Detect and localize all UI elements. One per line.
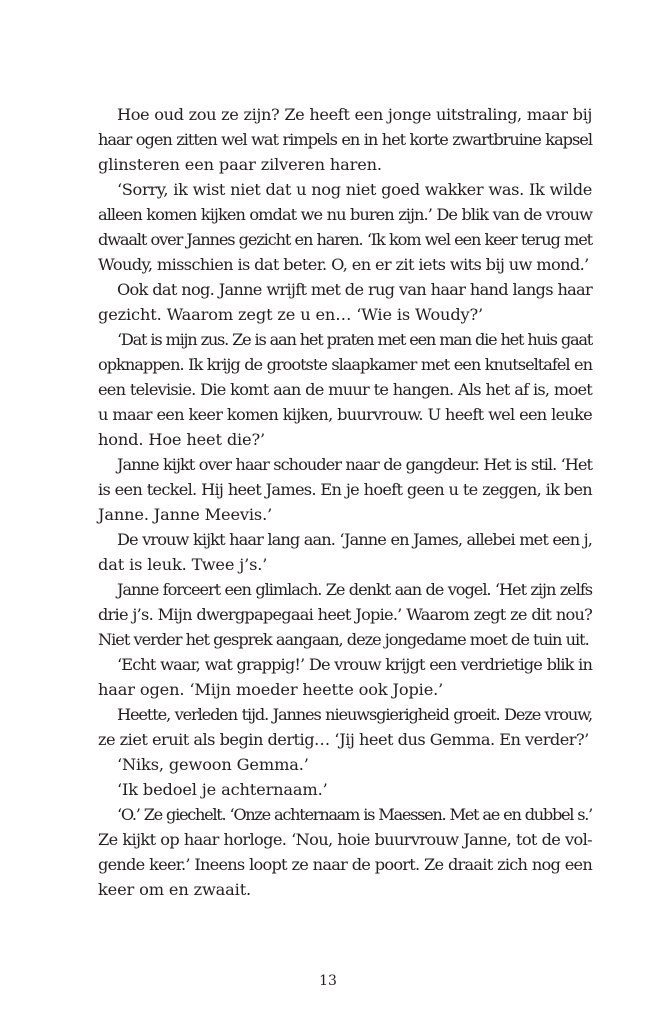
text-line: alleen komen kijken omdat we nu buren zijn.’ De blik van de vrouw bbox=[98, 205, 592, 224]
text-line: Heette, verleden tijd. Jannes nieuwsgierigheid groeit. Deze vrouw, bbox=[117, 705, 592, 724]
text-line: haar ogen. ‘Mijn moeder heette ook Jopie.’ bbox=[98, 680, 444, 699]
text-line: opknappen. Ik krijg de grootste slaapkamer met een knutseltafel en bbox=[98, 355, 592, 374]
text-line: Janne. Janne Meevis.’ bbox=[98, 505, 273, 524]
text-line: u maar een keer komen kijken, buurvrouw. U heeft wel een leuke bbox=[98, 405, 592, 424]
text-line: ‘Echt waar, wat grappig!’ De vrouw krijgt een verdrietige blik in bbox=[117, 655, 592, 674]
text-line: is een teckel. Hij heet James. En je hoeft geen u te zeggen, ik ben bbox=[98, 480, 592, 499]
text-line: ‘Sorry, ik wist niet dat u nog niet goed wakker was. Ik wilde bbox=[117, 180, 592, 199]
text-line: glinsteren een paar zilveren haren. bbox=[98, 155, 382, 174]
text-line: Janne forceert een glimlach. Ze denkt aan de vogel. ‘Het zijn zelfs bbox=[117, 580, 592, 599]
text-line: De vrouw kijkt haar lang aan. ‘Janne en James, allebei met een j, bbox=[117, 530, 592, 549]
text-line: haar ogen zitten wel wat rimpels en in het korte zwartbruine kapsel bbox=[98, 130, 592, 149]
text-line: dat is leuk. Twee j’s.’ bbox=[98, 555, 268, 574]
text-line: drie j’s. Mijn dwergpapegaai heet Jopie.’ Waarom zegt ze dit nou? bbox=[98, 605, 592, 624]
text-line: ‘O.’ Ze giechelt. ‘Onze achternaam is Maessen. Met ae en dubbel s.’ bbox=[117, 805, 592, 824]
text-line: een televisie. Die komt aan de muur te hangen. Als het af is, moet bbox=[98, 380, 592, 399]
text-line: dwaalt over Jannes gezicht en haren. ‘Ik kom wel een keer terug met bbox=[98, 230, 592, 249]
text-line: keer om en zwaait. bbox=[98, 880, 252, 899]
text-line: ze ziet eruit als begin dertig… ‘Jij heet dus Gemma. En verder?’ bbox=[98, 730, 589, 749]
text-line: Niet verder het gesprek aangaan, deze jongedame moet de tuin uit. bbox=[98, 630, 589, 649]
text-line: Ook dat nog. Janne wrijft met de rug van haar hand langs haar bbox=[117, 280, 592, 299]
text-line: ‘Niks, gewoon Gemma.’ bbox=[117, 755, 309, 774]
text-line: hond. Hoe heet die?’ bbox=[98, 430, 266, 449]
text-line: Janne kijkt over haar schouder naar de gangdeur. Het is stil. ‘Het bbox=[117, 455, 592, 474]
page-number: 13 bbox=[319, 973, 337, 989]
text-line: gezicht. Waarom zegt ze u en… ‘Wie is Woudy?’ bbox=[98, 305, 484, 324]
text-line: ‘Ik bedoel je achternaam.’ bbox=[117, 780, 328, 799]
text-line: gende keer.’ Ineens loopt ze naar de poort. Ze draait zich nog een bbox=[98, 855, 592, 874]
body-text bbox=[98, 102, 592, 902]
text-line: ‘Dat is mijn zus. Ze is aan het praten met een man die het huis gaat bbox=[117, 330, 592, 349]
text-line: Hoe oud zou ze zijn? Ze heeft een jonge uitstraling, maar bij bbox=[117, 105, 592, 124]
text-line: Ze kijkt op haar horloge. ‘Nou, hoie buurvrouw Janne, tot de vol- bbox=[98, 830, 592, 849]
text-line: Woudy, misschien is dat beter. O, en er zit iets wits bij uw mond.’ bbox=[98, 255, 589, 274]
